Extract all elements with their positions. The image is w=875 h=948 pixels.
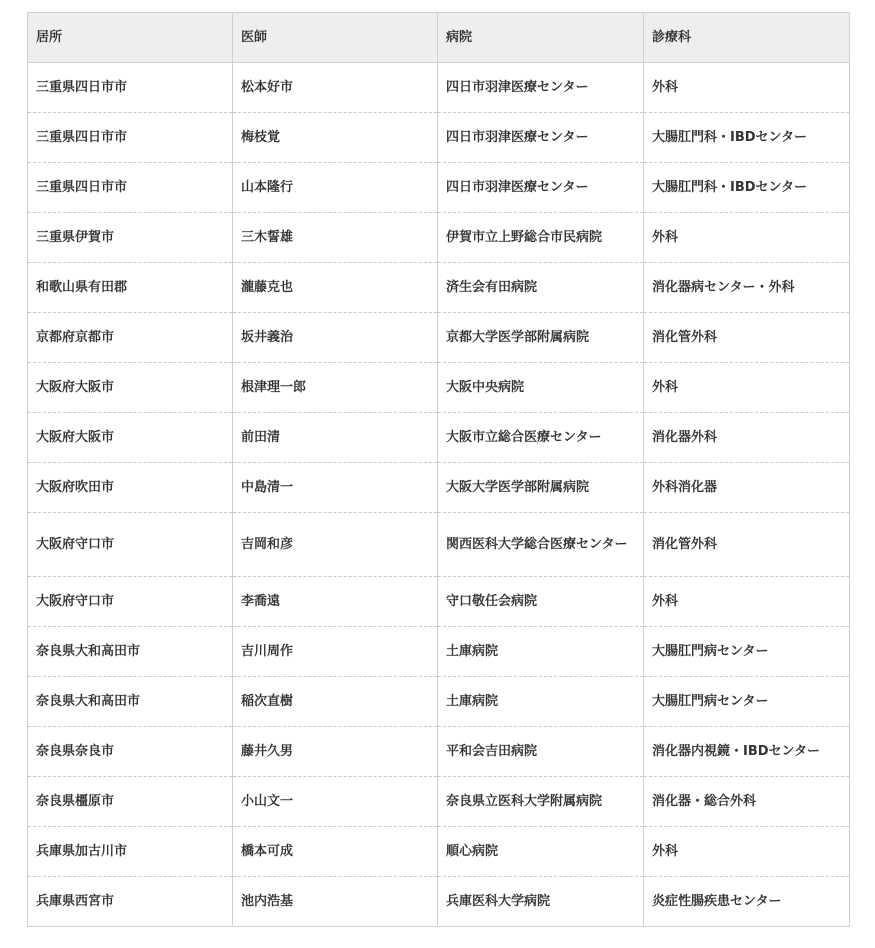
table-header-row xyxy=(28,13,850,63)
cell-doctor: 松本好市 xyxy=(233,63,438,113)
cell-residence: 和歌山県有田郡 xyxy=(28,263,233,313)
cell-department: 外科消化器 xyxy=(644,463,850,513)
cell-hospital: 大阪大学医学部附属病院 xyxy=(438,463,644,513)
cell-department: 消化器外科 xyxy=(644,413,850,463)
cell-doctor: 坂井義治 xyxy=(233,313,438,363)
cell-residence: 大阪府大阪市 xyxy=(28,413,233,463)
table-row xyxy=(28,677,850,727)
cell-residence: 三重県四日市市 xyxy=(28,163,233,213)
cell-hospital: 四日市羽津医療センター xyxy=(438,163,644,213)
cell-residence: 兵庫県西宮市 xyxy=(28,877,233,927)
doctor-directory-table-wrapper xyxy=(27,12,849,927)
cell-residence: 奈良県奈良市 xyxy=(28,727,233,777)
cell-residence: 三重県伊賀市 xyxy=(28,213,233,263)
cell-doctor: 橋本可成 xyxy=(233,827,438,877)
table-row xyxy=(28,113,850,163)
cell-doctor: 吉岡和彦 xyxy=(233,513,438,577)
cell-residence: 兵庫県加古川市 xyxy=(28,827,233,877)
cell-department: 大腸肛門科・IBDセンター xyxy=(644,113,850,163)
cell-hospital: 兵庫医科大学病院 xyxy=(438,877,644,927)
table-row xyxy=(28,513,850,577)
cell-department: 外科 xyxy=(644,213,850,263)
table-row xyxy=(28,627,850,677)
table-row xyxy=(28,827,850,877)
cell-doctor: 藤井久男 xyxy=(233,727,438,777)
cell-doctor: 中島清一 xyxy=(233,463,438,513)
cell-hospital: 土庫病院 xyxy=(438,627,644,677)
cell-hospital: 大阪市立総合医療センター xyxy=(438,413,644,463)
cell-residence: 大阪府吹田市 xyxy=(28,463,233,513)
cell-department: 大腸肛門病センター xyxy=(644,677,850,727)
cell-department: 消化器・総合外科 xyxy=(644,777,850,827)
cell-doctor: 李喬遠 xyxy=(233,577,438,627)
cell-hospital: 関西医科大学総合医療センター xyxy=(438,513,644,577)
cell-doctor: 梅枝覚 xyxy=(233,113,438,163)
table-row xyxy=(28,877,850,927)
cell-hospital: 伊賀市立上野総合市民病院 xyxy=(438,213,644,263)
cell-residence: 三重県四日市市 xyxy=(28,113,233,163)
table-row xyxy=(28,777,850,827)
cell-doctor: 稲次直樹 xyxy=(233,677,438,727)
table-row xyxy=(28,213,850,263)
cell-department: 消化管外科 xyxy=(644,513,850,577)
cell-hospital: 大阪中央病院 xyxy=(438,363,644,413)
table-row xyxy=(28,63,850,113)
cell-hospital: 四日市羽津医療センター xyxy=(438,63,644,113)
cell-hospital: 土庫病院 xyxy=(438,677,644,727)
cell-department: 外科 xyxy=(644,63,850,113)
table-row xyxy=(28,163,850,213)
cell-residence: 三重県四日市市 xyxy=(28,63,233,113)
table-row xyxy=(28,313,850,363)
header-doctor: 医師 xyxy=(233,13,438,63)
cell-doctor: 三木誓雄 xyxy=(233,213,438,263)
cell-residence: 大阪府守口市 xyxy=(28,513,233,577)
cell-hospital: 順心病院 xyxy=(438,827,644,877)
cell-department: 外科 xyxy=(644,577,850,627)
doctor-directory-table xyxy=(27,12,850,927)
table-row xyxy=(28,463,850,513)
cell-department: 消化管外科 xyxy=(644,313,850,363)
cell-hospital: 奈良県立医科大学附属病院 xyxy=(438,777,644,827)
cell-doctor: 小山文一 xyxy=(233,777,438,827)
header-hospital: 病院 xyxy=(438,13,644,63)
cell-residence: 奈良県大和高田市 xyxy=(28,677,233,727)
cell-doctor: 瀧藤克也 xyxy=(233,263,438,313)
cell-hospital: 京都大学医学部附属病院 xyxy=(438,313,644,363)
cell-department: 消化器病センター・外科 xyxy=(644,263,850,313)
table-row xyxy=(28,263,850,313)
cell-residence: 大阪府大阪市 xyxy=(28,363,233,413)
cell-department: 外科 xyxy=(644,363,850,413)
cell-department: 外科 xyxy=(644,827,850,877)
cell-department: 大腸肛門科・IBDセンター xyxy=(644,163,850,213)
cell-residence: 大阪府守口市 xyxy=(28,577,233,627)
cell-department: 消化器内視鏡・IBDセンター xyxy=(644,727,850,777)
cell-hospital: 平和会吉田病院 xyxy=(438,727,644,777)
cell-residence: 奈良県大和高田市 xyxy=(28,627,233,677)
cell-doctor: 吉川周作 xyxy=(233,627,438,677)
cell-doctor: 池内浩基 xyxy=(233,877,438,927)
cell-residence: 奈良県橿原市 xyxy=(28,777,233,827)
cell-hospital: 守口敬任会病院 xyxy=(438,577,644,627)
cell-doctor: 前田清 xyxy=(233,413,438,463)
table-row xyxy=(28,577,850,627)
header-residence: 居所 xyxy=(28,13,233,63)
cell-hospital: 済生会有田病院 xyxy=(438,263,644,313)
cell-hospital: 四日市羽津医療センター xyxy=(438,113,644,163)
table-row xyxy=(28,413,850,463)
cell-doctor: 山本隆行 xyxy=(233,163,438,213)
cell-department: 大腸肛門病センター xyxy=(644,627,850,677)
header-department: 診療科 xyxy=(644,13,850,63)
cell-doctor: 根津理一郎 xyxy=(233,363,438,413)
table-row xyxy=(28,363,850,413)
table-row xyxy=(28,727,850,777)
cell-department: 炎症性腸疾患センター xyxy=(644,877,850,927)
cell-residence: 京都府京都市 xyxy=(28,313,233,363)
